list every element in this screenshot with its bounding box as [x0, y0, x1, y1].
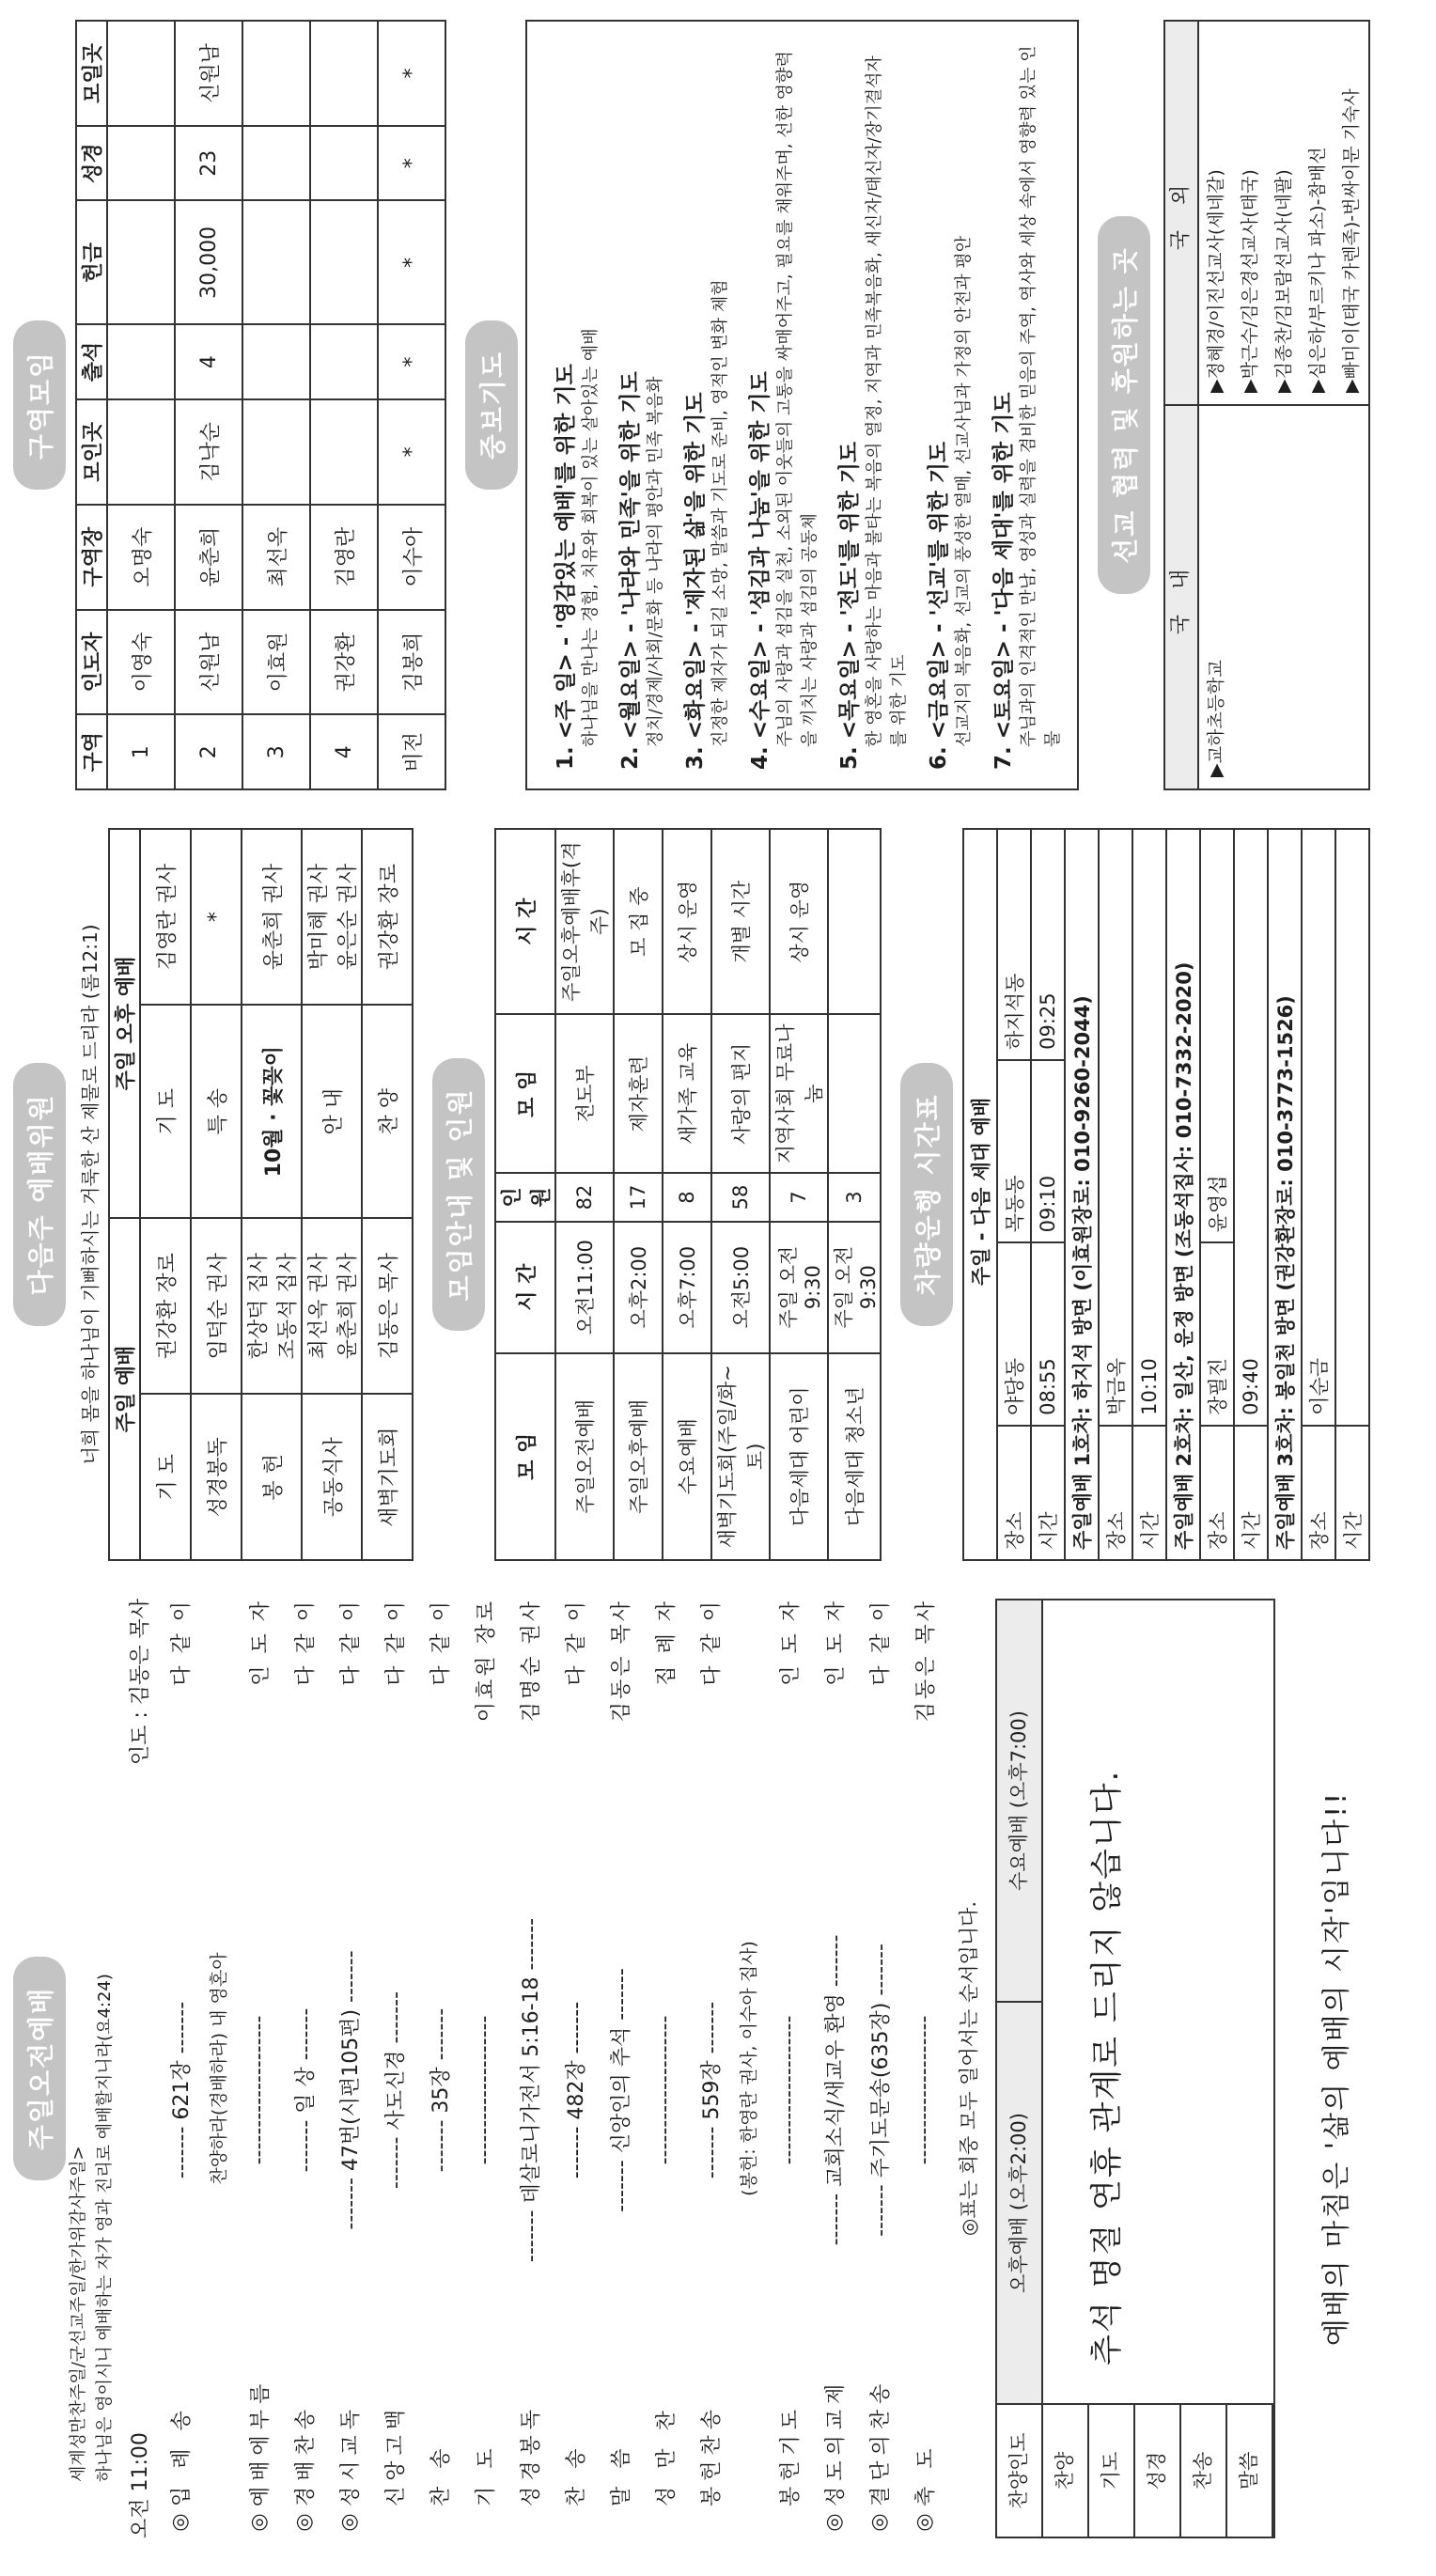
order-label: 신앙고백: [383, 2403, 408, 2506]
prayer-item-desc: 정치/경제/사회/문화 등 나라의 평안과 민족 복음화: [646, 376, 665, 747]
order-row: [856, 1599, 901, 2538]
prayer-item-title: 6. <금요일> - '선교'를 위한 기도: [927, 441, 951, 770]
district-cell: [107, 200, 175, 324]
next-week-row: [362, 829, 413, 1560]
order-item: --------------------: [776, 2015, 801, 2165]
district-cell: *: [378, 324, 445, 399]
meeting-cell: 3: [828, 1173, 881, 1221]
duty-label: 찬 양: [362, 1005, 413, 1218]
order-mark: ◎: [167, 2513, 192, 2532]
meeting-cell: 7: [770, 1173, 828, 1221]
order-person: 다 같 이: [699, 1599, 724, 1686]
order-item: ------- 주기도문송(635장) -------: [868, 1944, 893, 2237]
district-row: [175, 21, 242, 789]
meeting-cell: 지역사회 무료나눔: [770, 1014, 828, 1173]
order-person: 다 같 이: [169, 1599, 194, 1686]
meeting-cell: 사랑의 편지: [711, 1014, 770, 1173]
info-panel: [0, 828, 1436, 1561]
service-leader: 인도 : 김동은 목사: [129, 1599, 152, 1766]
order-person: 인 도 자: [248, 1599, 273, 1686]
bus-row: [1031, 829, 1065, 1560]
meeting-cell: 82: [555, 1173, 614, 1221]
order-person: 김동은 목사: [913, 1599, 938, 1723]
bus-cell: 윤영섭: [1200, 829, 1234, 1242]
bus-cell: 09:25: [1031, 829, 1065, 1060]
box-side-label: 찬양: [1043, 2405, 1089, 2537]
bus-cell: 09:10: [1031, 1060, 1065, 1242]
foreign-partner: ▶빠미이(태국 카렌족)-번싸이문 기숙사: [1341, 88, 1362, 393]
order-row: [326, 1599, 371, 2538]
duty-person: 윤춘희 권사: [242, 829, 302, 1005]
district-cell: 김영란: [310, 505, 378, 610]
bus-header: 주일 - 다음 세대 예배: [963, 829, 997, 1560]
district-cell: [107, 324, 175, 399]
order-row: [552, 1599, 597, 2538]
duty-person: 권강환 장로: [362, 829, 413, 1005]
order-note: 찬양하라(경배하라) 내 영혼아: [209, 1952, 229, 2185]
district-cell: 4: [310, 714, 378, 789]
service-subtitle: 세계성만찬주일/군선교주일/한가위감사주일>: [69, 2146, 88, 2482]
bus-cell: 시간: [1234, 1426, 1268, 1560]
order-label: 성경봉독: [519, 2403, 543, 2506]
bus-cell: 08:55: [1031, 1242, 1065, 1425]
meeting-cell: 오전11:00: [555, 1222, 614, 1353]
box-side-label: 성경: [1135, 2405, 1181, 2537]
district-header: 구역: [76, 714, 107, 789]
order-row: [901, 1599, 946, 2538]
meeting-cell: 17: [614, 1173, 663, 1221]
order-person: 다 같 이: [293, 1599, 318, 1686]
meeting-cell: 주일오전예배: [555, 1353, 614, 1560]
order-person: 다 같 이: [868, 1599, 893, 1686]
prayer-item-desc: 선교지의 복음화, 선교의 풍성한 열매, 선교사님과 가정의 안전과 평안: [954, 235, 974, 747]
prayer-title: 중보기도: [465, 320, 518, 490]
order-item: ------- 데살로니가전서 5:16-18 -------: [519, 1917, 543, 2263]
order-item: --------------------: [472, 2015, 496, 2165]
order-label: 기 도: [474, 2443, 498, 2506]
order-item: --------------------: [652, 2015, 677, 2165]
order-row: [642, 1599, 687, 2538]
district-header: 구역장: [76, 505, 107, 610]
bus-row: [1132, 829, 1166, 1560]
holiday-announcement: 추석 명절 연휴 관계로 드리지 않습니다.: [1088, 1769, 1126, 2365]
next-week-title: 다음주 예배위원: [13, 1063, 66, 1325]
bus-cell: 장소: [1302, 1426, 1335, 1560]
district-row: [107, 21, 175, 789]
district-title: 구역모임: [13, 320, 66, 490]
order-label: 말 씀: [609, 2443, 633, 2506]
district-header: 헌금: [76, 200, 107, 324]
meeting-row: [828, 829, 881, 1560]
duty-label: 기 도: [140, 1394, 191, 1560]
next-week-table: [108, 828, 414, 1561]
duty-person: 한상덕 집사 조동석 집사: [242, 1218, 302, 1394]
box-side-label: 찬양인도: [997, 2405, 1043, 2537]
afternoon-header: 주일 오후 예배: [109, 829, 140, 1218]
district-table: [75, 20, 446, 790]
district-cell: *: [378, 399, 445, 505]
district-cell: *: [378, 126, 445, 201]
service-verse: 하나님은 영이시니 예배하는 자가 영과 진리로 예배할지니라(요4:24): [95, 1974, 115, 2482]
meeting-cell: 모 집 중: [614, 829, 663, 1014]
order-note: (봉헌: 한영란 권사, 이수아 집사): [739, 1941, 759, 2196]
duty-label: 새벽기도회: [362, 1394, 413, 1560]
meeting-cell: 58: [711, 1173, 770, 1221]
order-mark: ◎: [336, 2513, 361, 2532]
bus-cell: 이순금: [1302, 829, 1335, 1426]
district-cell: 권강환: [310, 610, 378, 715]
district-cell: 4: [175, 324, 242, 399]
bus-cell: 박금옥: [1099, 829, 1132, 1426]
order-person: 인 도 자: [823, 1599, 848, 1686]
bus-row: [1200, 829, 1234, 1560]
order-row: [766, 1599, 811, 2538]
district-cell: [107, 21, 175, 126]
meeting-cell: 오후2:00: [614, 1222, 663, 1353]
order-label: 성시교독: [338, 2403, 363, 2506]
bus-title: 차량운행 시간표: [900, 1063, 953, 1325]
meeting-cell: [828, 1014, 881, 1173]
district-cell: 비전: [378, 714, 445, 789]
order-label: 예배에부름: [248, 2378, 273, 2506]
district-cell: [242, 200, 310, 324]
district-cell: [242, 324, 310, 399]
bus-cell: 시간: [1132, 1426, 1166, 1560]
bus-cell: [1335, 829, 1369, 1426]
meeting-row: [770, 829, 828, 1560]
order-row: [507, 1599, 552, 2538]
order-label: 찬 송: [429, 2443, 453, 2506]
domestic-header: 국 내: [1165, 406, 1199, 788]
duty-person: 권강환 장로: [140, 1218, 191, 1394]
district-cell: 오명숙: [107, 505, 175, 610]
afternoon-wednesday-box: [995, 1599, 1275, 2538]
prayer-list: [525, 20, 1079, 790]
meetings-header: 시 간: [495, 829, 555, 1014]
district-cell: [107, 126, 175, 201]
district-cell: 최선옥: [242, 505, 310, 610]
foreign-header: 국 외: [1165, 22, 1199, 404]
wednesday-service-header: 수요예배 (오후7:00): [997, 1600, 1041, 2003]
bus-cell: 10:10: [1132, 829, 1166, 1426]
next-week-verse: 너희 몸을 하나님이 기뻐하시는 거룩한 산 제물로 드리라 (롬12:1): [79, 924, 101, 1465]
district-cell: 30,000: [175, 200, 242, 324]
order-item: ------- 교회소식/새교우 환영 -------: [823, 1934, 848, 2246]
meeting-row: [555, 829, 614, 1560]
duty-label: 공동식사: [302, 1394, 362, 1560]
duty-person: 김동은 목사: [362, 1218, 413, 1394]
meeting-cell: 새벽기도회(주일/화~토): [711, 1353, 770, 1560]
order-item: ------- 559장 -------: [699, 2001, 724, 2179]
district-cell: 김봉희: [378, 610, 445, 715]
duty-person: 최선옥 권사 윤춘희 권사: [302, 1218, 362, 1394]
bus-route: 주일예배 2호차: 일산, 운정 방면 (조동석집사: 010-7332-2020): [1166, 829, 1200, 1560]
district-cell: 1: [107, 714, 175, 789]
district-cell: [242, 399, 310, 505]
duty-label: 기 도: [140, 1005, 191, 1218]
district-header: 출석: [76, 324, 107, 399]
district-row: [378, 21, 445, 789]
duty-label: 특 송: [191, 1005, 242, 1218]
order-person: 다 같 이: [429, 1599, 453, 1686]
foreign-partner: ▶정혜경/이진선교사(세네갈): [1206, 169, 1226, 393]
bus-row: [1065, 829, 1099, 1560]
order-item: ------- 35장 -------: [429, 2007, 453, 2173]
order-person: 이효원 장로: [474, 1599, 498, 1723]
bus-route: 주일예배 3호차: 봉일천 방면 (권강환장로: 010-3773-1526): [1268, 829, 1302, 1560]
bus-cell: 장소: [997, 1426, 1031, 1560]
sunday-service-title: 주일오전예배: [13, 1957, 66, 2180]
district-header: 모인곳: [76, 399, 107, 505]
meeting-cell: 상시 운영: [663, 829, 711, 1014]
next-week-row: [302, 829, 362, 1560]
box-side-label: 찬송: [1181, 2405, 1227, 2537]
district-cell: 신원남: [175, 21, 242, 126]
order-row: [597, 1599, 642, 2538]
prayer-item-title: 4. <수요일> - '섬김과 나눔'을 위한 기도: [748, 371, 773, 770]
order-mark: ◎: [821, 2513, 846, 2532]
order-label: 결단의찬송: [868, 2378, 893, 2506]
district-cell: 3: [242, 714, 310, 789]
meeting-cell: 주일 오전9:30: [828, 1222, 881, 1353]
order-label: 성도의교제: [823, 2378, 848, 2506]
order-label: 성 만 찬: [654, 2405, 679, 2506]
prayer-item-title: 1. <주 일> - '영감있는 예배'를 위한 기도: [554, 364, 578, 770]
duty-person: 임덕순 권사: [191, 1218, 242, 1394]
order-row: [687, 1599, 732, 2538]
meeting-cell: 제자훈련: [614, 1014, 663, 1173]
order-mark: ◎: [291, 2513, 316, 2532]
morning-header: 주일 예배: [109, 1218, 140, 1560]
order-row: [157, 1599, 202, 2538]
district-cell: *: [378, 200, 445, 324]
domestic-partner: ▶교하초등학교: [1206, 660, 1226, 777]
bus-cell: 목동동: [997, 1060, 1031, 1242]
meetings-title: 모임안내 및 인원: [432, 1058, 485, 1332]
order-person: 김명순 권사: [519, 1599, 543, 1723]
next-week-row: [140, 829, 191, 1560]
district-header: 성경: [76, 126, 107, 201]
order-row: [416, 1599, 461, 2538]
order-of-worship: [157, 1599, 946, 2538]
foreign-partner: ▶김종찬/김보람선교사(네팔): [1273, 169, 1294, 393]
meeting-cell: 주일 오전9:30: [770, 1222, 828, 1353]
district-cell: [242, 126, 310, 201]
duty-label: 안 내: [302, 1005, 362, 1218]
duty-person: 김영란 권사: [140, 829, 191, 1005]
box-side-label: 말씀: [1227, 2405, 1273, 2537]
order-label: 축 도: [913, 2443, 938, 2506]
prayer-item-desc: 진정한 제자가 되길 소망, 말씀과 기도로 준비, 영적인 변화 체험: [710, 279, 730, 747]
meeting-cell: 8: [663, 1173, 711, 1221]
closing-tagline: 예배의 마침은 '삶의 예배의 시작'입니다!!: [1320, 1790, 1353, 2347]
month-label: 10월 · 꽃꽂이: [242, 1005, 302, 1218]
district-cell: 김낙순: [175, 399, 242, 505]
prayer-item-title: 5. <목요일> - '전도'를 위한 기도: [837, 441, 862, 770]
district-cell: [242, 21, 310, 126]
mission-title: 선교 협력 및 후원하는 곳: [1098, 216, 1150, 593]
district-cell: 신원남: [175, 610, 242, 715]
district-cell: 이수아: [378, 505, 445, 610]
meeting-cell: 상시 운영: [770, 829, 828, 1014]
prayer-item-title: 2. <월요일> - '나라와 민족'을 위한 기도: [618, 371, 643, 770]
next-week-row: [191, 829, 242, 1560]
prayer-item-desc: 한 영혼을 사랑하는 마음과 불타는 복음의 열정, 지역과 민족복음화, 새신자/태신자/장기결석자를 위한 기도: [865, 55, 909, 747]
meeting-cell: 오전5:00: [711, 1222, 770, 1353]
foreign-partner: ▶박근수/김은경선교사(태국): [1240, 169, 1260, 393]
district-cell: [310, 200, 378, 324]
bus-row: [1268, 829, 1302, 1560]
meeting-row: [663, 829, 711, 1560]
order-person: 다 같 이: [338, 1599, 363, 1686]
prayer-item-desc: 주님과의 인격적인 만남, 영성과 실력을 겸비한 믿음의 주역, 역사와 세상 속에서 영향력 있는 인물: [1019, 45, 1063, 747]
order-item: --------------------: [246, 2015, 271, 2165]
district-cell: [310, 21, 378, 126]
order-label: 경배찬송: [293, 2403, 318, 2506]
meetings-header: 모 임: [495, 1353, 555, 1560]
district-cell: 이효원: [242, 610, 310, 715]
district-cell: *: [378, 21, 445, 126]
order-person: 김동은 목사: [609, 1599, 633, 1723]
district-cell: 윤춘희: [175, 505, 242, 610]
bus-row: [1302, 829, 1335, 1560]
order-mark: ◎: [246, 2513, 271, 2532]
sunday-service-panel: [0, 1599, 1436, 2538]
order-person: 다 같 이: [383, 1599, 408, 1686]
meetings-header: 인원: [495, 1173, 555, 1221]
bus-cell: 하지석동: [997, 829, 1031, 1060]
order-mark: ◎: [866, 2513, 891, 2532]
meeting-cell: 개별 시간: [711, 829, 770, 1014]
bus-row: [1234, 829, 1268, 1560]
duty-person: 박미혜 권사 윤은순 권사: [302, 829, 362, 1005]
service-time: 오전 11:00: [129, 2432, 152, 2538]
prayer-item-desc: 주님의 사랑과 섬김을 실천, 소외된 이웃들의 고통을 싸매어주고, 필요를 채워주며, 선한 영향력을 끼치는 사랑과 섬김의 공동체: [775, 51, 819, 747]
district-cell: 이영숙: [107, 610, 175, 715]
district-row: [310, 21, 378, 789]
district-cell: 23: [175, 126, 242, 201]
bus-row: [997, 829, 1031, 1560]
box-side-labels: [997, 2403, 1273, 2537]
district-header: 모일곳: [76, 21, 107, 126]
meeting-cell: 전도부: [555, 1014, 614, 1173]
meeting-cell: 오후7:00: [663, 1222, 711, 1353]
duty-label: 성경봉독: [191, 1394, 242, 1560]
order-label: 봉헌찬송: [699, 2403, 724, 2506]
meeting-row: [711, 829, 770, 1560]
afternoon-service-header: 오후예배 (오후2:00): [1007, 2113, 1030, 2293]
bus-row: [1335, 829, 1369, 1560]
order-item: ------- 621장 -------: [169, 2001, 194, 2179]
bus-cell: 장소: [1099, 1426, 1132, 1560]
bus-row: [1166, 829, 1200, 1560]
bus-cell: 시간: [1335, 1426, 1369, 1560]
bus-route: 주일예배 1호차: 하지석 방면 (이효원장로: 010-9260-2044): [1065, 829, 1099, 1560]
meeting-cell: [828, 829, 881, 1014]
meetings-header: 모 임: [495, 1014, 555, 1173]
foreign-partner: ▶심은하/부르키나 파소)-참배선: [1307, 147, 1328, 393]
order-item: ------- 482장 -------: [564, 2001, 588, 2179]
district-cell: [310, 399, 378, 505]
bus-table: [962, 828, 1370, 1561]
order-person: 집 례 자: [654, 1599, 679, 1686]
district-cell: 2: [175, 714, 242, 789]
district-cell: [310, 324, 378, 399]
meeting-cell: 다음세대 어린이: [770, 1353, 828, 1560]
community-panel: [0, 20, 1436, 790]
order-label: 찬 송: [564, 2443, 588, 2506]
order-item: ------- 일 상 -------: [293, 2007, 318, 2173]
duty-person: *: [191, 829, 242, 1005]
meeting-cell: 주일오후예배후(격주): [555, 829, 614, 1014]
next-week-row: [242, 829, 302, 1560]
meetings-header: 시 간: [495, 1222, 555, 1353]
duty-label: 봉 헌: [242, 1394, 302, 1560]
district-row: [242, 21, 310, 789]
order-row: [811, 1599, 856, 2538]
prayer-item-title: 3. <화요일> - '제자된 삶'을 위한 기도: [683, 392, 708, 770]
order-label: 입 례 송: [169, 2405, 194, 2506]
district-cell: [107, 399, 175, 505]
order-row: [281, 1599, 326, 2538]
mission-box: [1163, 20, 1370, 790]
prayer-item-desc: 하나님을 만나는 경험, 치유와 회복이 있는 살아있는 예배: [581, 328, 601, 747]
prayer-item-title: 7. <토요일> - '다음 세대'를 위한 기도: [991, 392, 1016, 770]
order-item: --------------------: [912, 2015, 936, 2165]
meeting-cell: 주일오후예배: [614, 1353, 663, 1560]
order-person: 인 도 자: [778, 1599, 803, 1686]
district-cell: [310, 126, 378, 201]
meeting-cell: 새가족 교육: [663, 1014, 711, 1173]
bus-cell: 09:40: [1234, 829, 1268, 1426]
order-row: [236, 1599, 281, 2538]
meeting-row: [614, 829, 663, 1560]
bus-cell: 장소: [1200, 1426, 1234, 1560]
meeting-cell: 다음세대 청소년: [828, 1353, 881, 1560]
meetings-table: [494, 828, 882, 1561]
bus-cell: 야당동: [997, 1242, 1031, 1425]
order-person: 다 같 이: [564, 1599, 588, 1686]
box-side-label: 기도: [1089, 2405, 1135, 2537]
order-item: ------- 신앙인의 추석 -------: [609, 1968, 633, 2212]
meeting-cell: 수요예배: [663, 1353, 711, 1560]
order-item: ------- 47번(시편105편) -------: [338, 1950, 363, 2230]
order-row: [371, 1599, 416, 2538]
order-footnote: ◎표는 회중 모두 일어서는 순서입니다.: [958, 1901, 980, 2236]
order-item: ------- 사도신경 -------: [383, 1991, 408, 2190]
bus-cell: 시간: [1031, 1426, 1065, 1560]
order-label: 봉헌기도: [778, 2403, 803, 2506]
bus-cell: 장필진: [1200, 1242, 1234, 1425]
order-row: [461, 1599, 507, 2538]
order-mark: ◎: [912, 2513, 936, 2532]
district-header: 인도자: [76, 610, 107, 715]
bus-row: [1099, 829, 1132, 1560]
